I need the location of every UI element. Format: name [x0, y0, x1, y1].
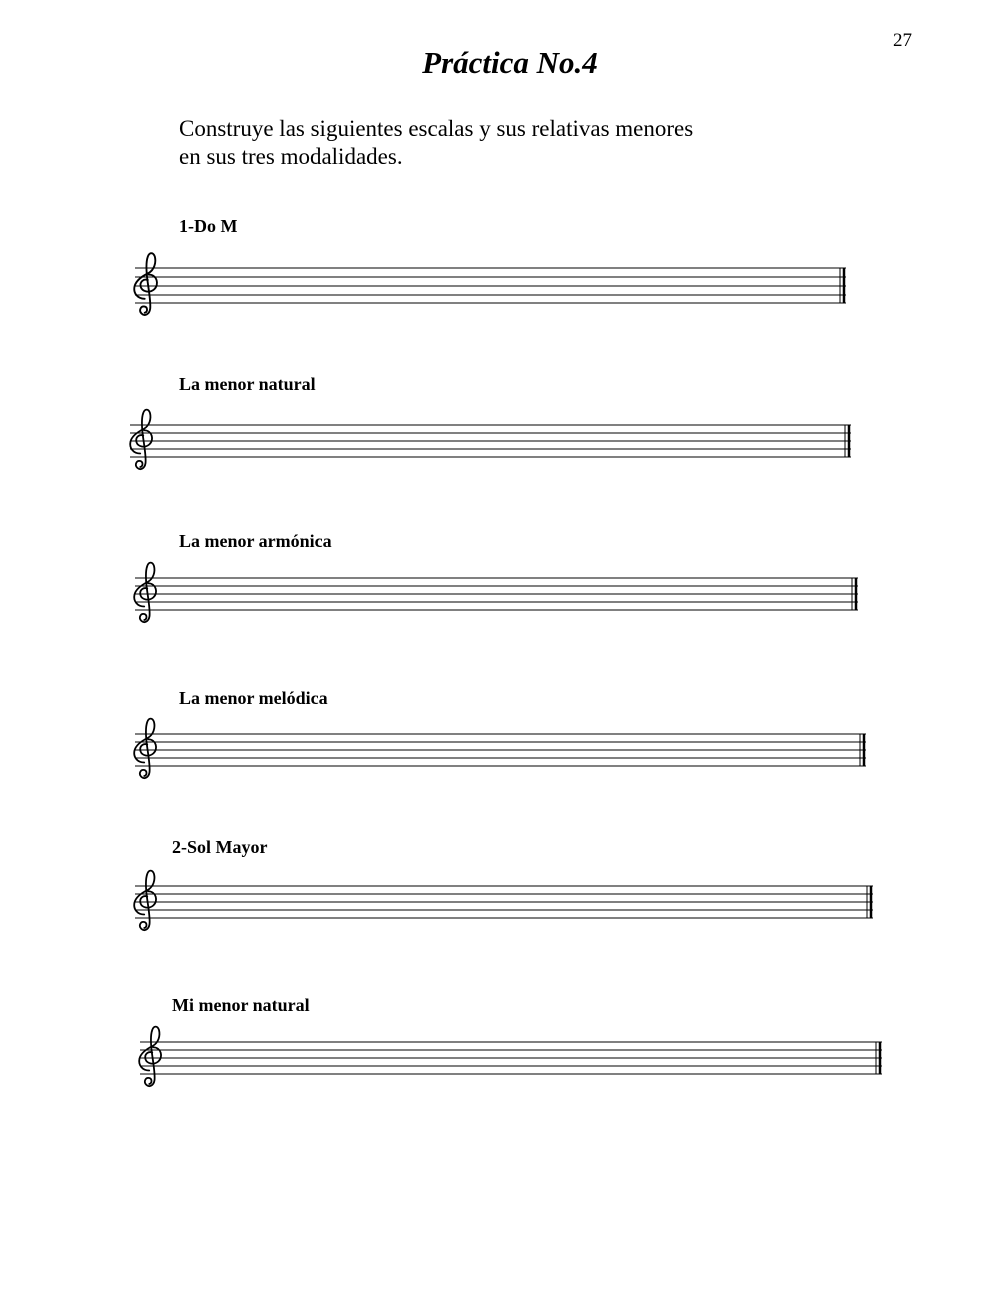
staff-lines: [135, 578, 858, 610]
staff-4: [134, 719, 866, 778]
staff-lines: [140, 1042, 882, 1074]
exercise-label-1: 1-Do M: [179, 216, 238, 236]
staff-lines: [130, 425, 851, 457]
staff-1: [134, 253, 846, 315]
exercise-label-4: La menor melódica: [179, 688, 328, 708]
page-title: Práctica No.4: [422, 45, 598, 80]
staff-3: [134, 563, 858, 622]
staff-5: [134, 871, 873, 930]
exercise-label-3: La menor armónica: [179, 531, 332, 551]
instructions-line-2: en sus tres modalidades.: [179, 144, 403, 169]
treble-clef-icon: [139, 1027, 161, 1086]
staff-2: [130, 410, 851, 469]
treble-clef-icon: [134, 719, 156, 778]
treble-clef-icon: [134, 563, 156, 622]
instructions-line-1: Construye las siguientes escalas y sus relativas menores: [179, 116, 694, 141]
exercise-label-6: Mi menor natural: [172, 995, 310, 1015]
staff-lines: [135, 734, 866, 766]
treble-clef-icon: [130, 410, 152, 469]
exercise-label-2: La menor natural: [179, 374, 316, 394]
staff-6: [139, 1027, 882, 1086]
staff-lines: [135, 886, 873, 918]
staff-lines: [135, 268, 846, 303]
treble-clef-icon: [134, 871, 156, 930]
exercise-label-5: 2-Sol Mayor: [172, 837, 268, 857]
page-number: 27: [893, 30, 912, 51]
treble-clef-icon: [134, 253, 157, 315]
